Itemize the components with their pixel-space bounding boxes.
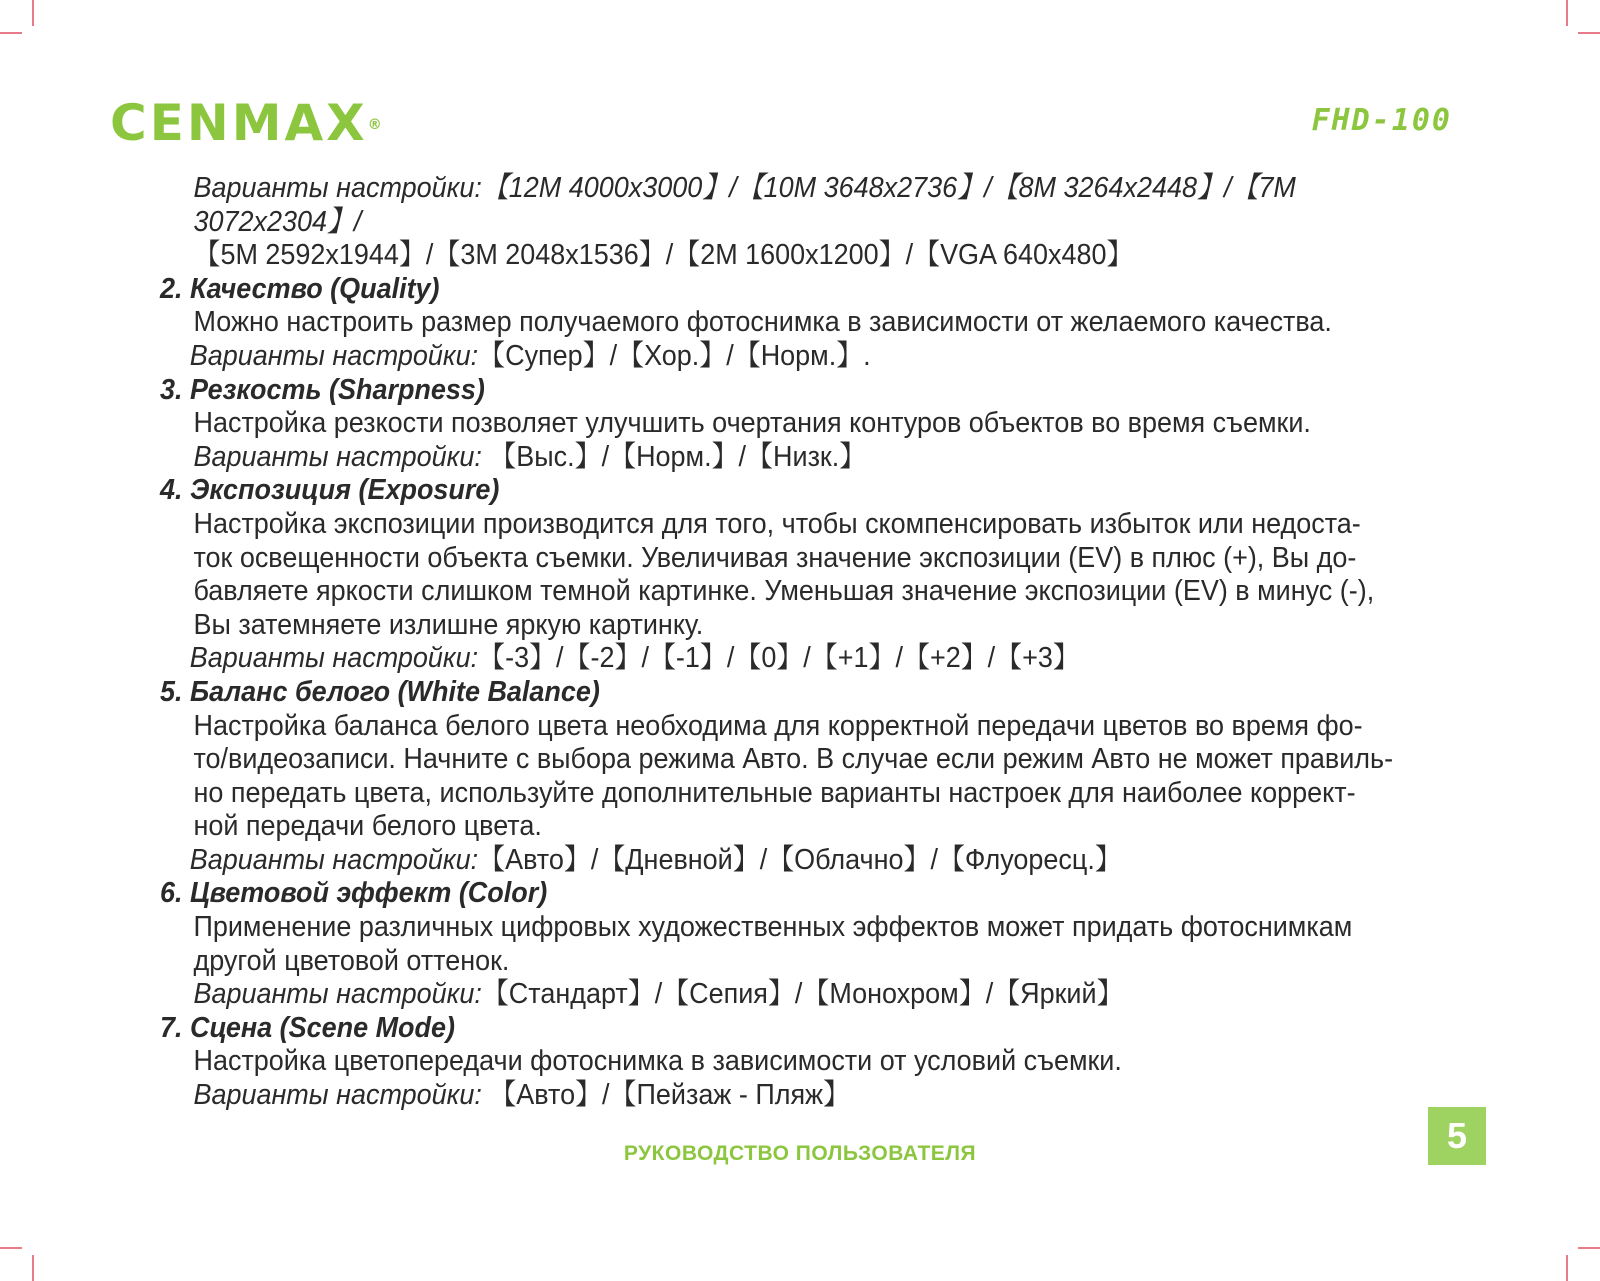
manual-text	[160, 172, 1397, 1113]
options-values: 【Авто】/【Пейзаж - Пляж】	[489, 1079, 851, 1112]
crop-mark-bottom-right-v	[1566, 1255, 1568, 1281]
crop-mark-bottom-left-h	[0, 1247, 22, 1249]
options-values: 【Авто】/【Дневной】/【Облачно】/【Флуоресц.】	[478, 843, 1122, 876]
section-exposure-desc-2: ток освещенности объекта съемки. Увеличивая значение экспозиции (EV) в плюс (+), Вы до-	[193, 541, 1357, 574]
crop-mark-top-left-h	[0, 32, 22, 34]
options-label: Варианты настройки:	[193, 440, 490, 473]
section-color-title: 6. Цветовой эффект (Color)	[160, 877, 548, 910]
section-exposure-desc-3: бавляете яркости слишком темной картинке. Уменьшая значение экспозиции (EV) в минус (-),	[193, 575, 1375, 608]
options-values: 【Стандарт】/【Сепия】/【Монохром】/【Яркий】	[481, 978, 1124, 1011]
section-color-options	[160, 978, 1397, 1012]
section-white-balance-desc-2: то/видеозаписи. Начните с выбора режима Авто. В случае если режим Авто не может правиль-	[193, 743, 1394, 776]
section-scene-title: 7. Сцена (Scene Mode)	[160, 1011, 455, 1044]
crop-mark-top-left-v	[32, 0, 34, 26]
options-label: Варианты настройки:	[189, 843, 479, 876]
brand-logo: CENMAX®	[110, 94, 382, 152]
section-exposure-title: 4. Экспозиция (Exposure)	[160, 474, 500, 507]
registered-mark: ®	[367, 117, 382, 133]
section-sharpness-title: 3. Резкость (Sharpness)	[160, 373, 485, 406]
model-name: FHD-100	[1311, 103, 1452, 138]
options-label: Варианты настройки:	[193, 1079, 490, 1112]
options-values: 【-3】/【-2】/【-1】/【0】/【+1】/【+2】/【+3】	[478, 642, 1080, 675]
options-label: Варианты настройки:	[189, 339, 479, 372]
section-sharpness-desc: Настройка резкости позволяет улучшить очертания контуров объектов во время съемки.	[193, 407, 1311, 440]
footer-title: РУКОВОДСТВО ПОЛЬЗОВАТЕЛЯ	[623, 1142, 977, 1165]
options-label: Варианты настройки:	[193, 978, 482, 1011]
section-color-desc-2: другой цветовой оттенок.	[193, 944, 510, 977]
section-scene-desc: Настройка цветопередачи фотоснимка в зависимости от условий съемки.	[193, 1045, 1122, 1078]
resolution-options-line-1: Варианты настройки:【12M 4000x3000】/【10M 3648x2736】/【8M 3264x2448】/【7M 3072x2304】/	[193, 172, 1296, 238]
section-white-balance-desc-3: но передать цвета, используйте дополнительные варианты настроек для наиболее коррект-	[193, 776, 1356, 809]
crop-mark-bottom-left-v	[32, 1255, 34, 1281]
options-values: 【Выс.】/【Норм.】/【Низк.】	[489, 440, 867, 473]
section-exposure-desc-1: Настройка экспозиции производится для того, чтобы скомпенсировать избыток или недоста-	[193, 507, 1361, 540]
section-scene-options	[160, 1079, 1397, 1113]
section-white-balance-desc-4: ной передачи белого цвета.	[193, 810, 542, 843]
section-color-desc-1: Применение различных цифровых художественных эффектов может придать фотоснимкам	[193, 911, 1353, 944]
section-exposure-desc-4: Вы затемняете излишне яркую картинку.	[193, 608, 704, 641]
section-white-balance-options	[160, 844, 1397, 878]
options-label: Варианты настройки:	[189, 642, 479, 675]
section-quality-desc: Можно настроить размер получаемого фотоснимка в зависимости от желаемого качества.	[193, 306, 1332, 339]
resolution-options-line-2: 【5M 2592x1944】/【3M 2048x1536】/【2M 1600x1200】/【VGA 640x480】	[193, 239, 1134, 272]
section-quality-options	[160, 340, 1397, 374]
section-white-balance-title: 5. Баланс белого (White Balance)	[160, 675, 600, 708]
section-quality-title: 2. Качество (Quality)	[160, 272, 440, 305]
crop-mark-top-right-v	[1566, 0, 1568, 26]
options-values: 【Супер】/【Хор.】/【Норм.】.	[478, 339, 871, 372]
crop-mark-top-right-h	[1578, 32, 1600, 34]
page-number: 5	[1428, 1107, 1486, 1165]
section-exposure-options	[160, 642, 1397, 676]
crop-mark-bottom-right-h	[1578, 1247, 1600, 1249]
section-white-balance-desc-1: Настройка баланса белого цвета необходима для корректной передачи цветов во время фо-	[193, 709, 1363, 742]
section-sharpness-options	[160, 441, 1397, 475]
